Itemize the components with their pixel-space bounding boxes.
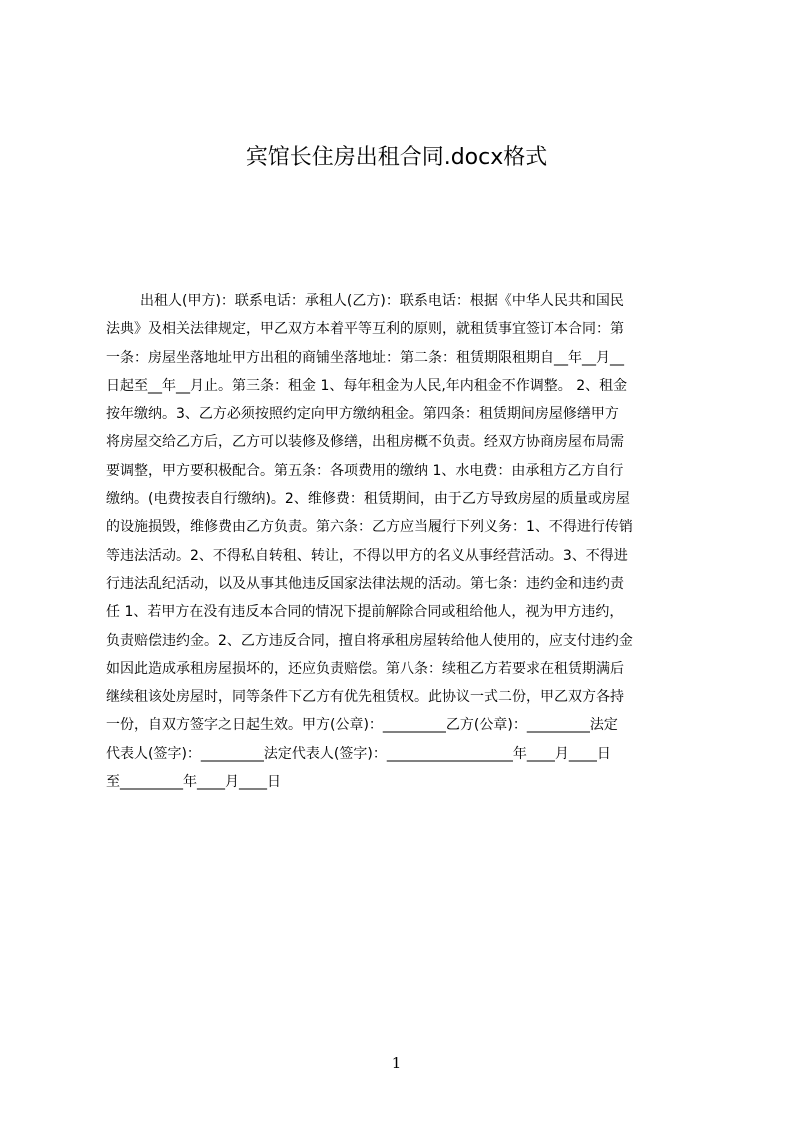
body-line: 法典》及相关法律规定，甲乙双方本着平等互利的原则，就租赁事宜签订本合同：第 (106, 321, 624, 338)
body-line: 任 1、若甲方在没有违反本合同的情况下提前解除合同或租给他人，视为甲方违约， (106, 604, 624, 621)
body-line: 等违法活动。2、不得私自转租、转让，不得以甲方的名义从事经营活动。3、不得进 (106, 547, 628, 564)
body-line: 行违法乱纪活动，以及从事其他违反国家法律法规的活动。第七条：违约金和违约责 (106, 575, 624, 592)
contract-body (106, 287, 698, 791)
body-line: 代表人(签字)：_________法定代表人(签字)：__________________年____月____日 (106, 745, 611, 762)
body-line: 一份，自双方签字之日起生效。甲方(公章)：_________乙方(公章)：_________法定 (106, 717, 618, 734)
document-title: 宾馆长住房出租合同.docx格式 (245, 145, 548, 170)
body-line: 负责赔偿违约金。2、乙方违反合同，擅自将承租房屋转给他人使用的，应支付违约金 (106, 632, 633, 649)
body-line: 要调整，甲方要积极配合。第五条：各项费用的缴纳 1、水电费：由承租方乙方自行 (106, 462, 624, 479)
page-number: 1 (391, 1054, 402, 1072)
body-line: 的设施损毁，维修费由乙方负责。第六条：乙方应当履行下列义务：1、不得进行传销 (106, 519, 633, 536)
body-line: 继续租该处房屋时，同等条件下乙方有优先租赁权。此协议一式二份，甲乙双方各持 (106, 689, 624, 706)
body-line: 缴纳。(电费按表自行缴纳)。2、维修费：租赁期间，由于乙方导致房屋的质量或房屋 (106, 491, 630, 508)
body-line: 至_________年____月____日 (106, 774, 281, 791)
body-line: 一条：房屋坐落地址甲方出租的商铺坐落地址：第二条：租赁期限租期自__年__月__ (106, 349, 624, 366)
body-line: 按年缴纳。3、乙方必须按照约定向甲方缴纳租金。第四条：租赁期间房屋修缮甲方 (106, 406, 619, 423)
body-line: 日起至__年__月止。第三条：租金 1、每年租金为人民,年内租金不作调整。 2、租金 (106, 377, 628, 394)
body-line: 出租人(甲方)：联系电话：承租人(乙方)：联系电话：根据《中华人民共和国民 (140, 293, 624, 309)
body-line: 如因此造成承租房屋损坏的，还应负责赔偿。第八条：续租乙方若要求在租赁期满后 (106, 660, 624, 677)
body-line: 将房屋交给乙方后，乙方可以装修及修缮，出租房概不负责。经双方协商房屋布局需 (106, 434, 624, 451)
